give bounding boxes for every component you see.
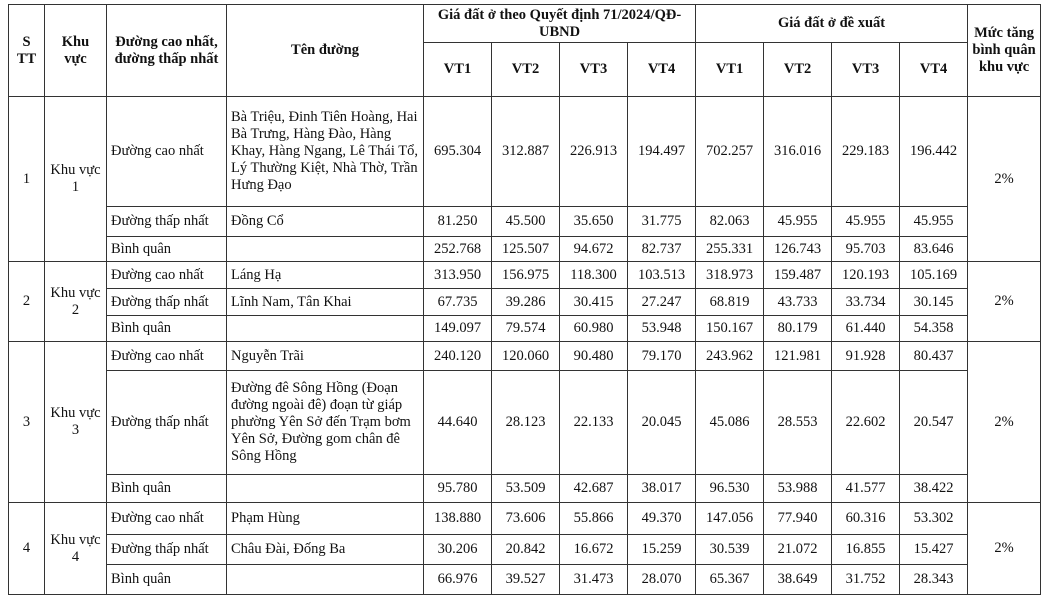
price-dx-cell: 30.539 xyxy=(696,535,764,565)
price-dx-cell: 80.437 xyxy=(900,342,968,371)
price-dx-cell: 255.331 xyxy=(696,237,764,262)
price-qd-cell: 28.070 xyxy=(628,565,696,595)
price-dx-cell: 30.145 xyxy=(900,289,968,316)
road-type-cell: Đường thấp nhất xyxy=(107,535,227,565)
price-dx-cell: 28.553 xyxy=(764,371,832,475)
road-type-cell: Đường cao nhất xyxy=(107,342,227,371)
price-qd-cell: 15.259 xyxy=(628,535,696,565)
increase-rate-cell: 2% xyxy=(968,503,1041,595)
price-qd-cell: 240.120 xyxy=(424,342,492,371)
price-qd-cell: 60.980 xyxy=(560,316,628,342)
header-vt4-dx: VT4 xyxy=(900,43,968,97)
price-qd-cell: 95.780 xyxy=(424,475,492,503)
road-name-cell xyxy=(227,237,424,262)
increase-rate-cell: 2% xyxy=(968,97,1041,262)
header-duong: Đường cao nhất, đường thấp nhất xyxy=(107,5,227,97)
road-name-cell: Phạm Hùng xyxy=(227,503,424,535)
price-qd-cell: 138.880 xyxy=(424,503,492,535)
table-row xyxy=(9,342,1041,371)
price-qd-cell: 45.500 xyxy=(492,207,560,237)
road-type-cell: Đường thấp nhất xyxy=(107,207,227,237)
road-name-cell xyxy=(227,316,424,342)
price-qd-cell: 82.737 xyxy=(628,237,696,262)
price-qd-cell: 120.060 xyxy=(492,342,560,371)
khu-vuc-cell: Khu vực 4 xyxy=(45,503,107,595)
price-dx-cell: 83.646 xyxy=(900,237,968,262)
road-name-cell: Lĩnh Nam, Tân Khai xyxy=(227,289,424,316)
price-qd-cell: 22.133 xyxy=(560,371,628,475)
road-type-cell: Bình quân xyxy=(107,237,227,262)
road-name-cell: Đường đê Sông Hồng (Đoạn đường ngoài đê) đoạn từ giáp phường Yên Sở đến Trạm bơm Yên Sở, Đường gom chân đê Sông Hồng xyxy=(227,371,424,475)
header-vt1-qd: VT1 xyxy=(424,43,492,97)
khu-vuc-cell: Khu vực 2 xyxy=(45,262,107,342)
road-name-cell xyxy=(227,475,424,503)
price-dx-cell: 38.422 xyxy=(900,475,968,503)
price-qd-cell: 252.768 xyxy=(424,237,492,262)
price-qd-cell: 695.304 xyxy=(424,97,492,207)
increase-rate-cell: 2% xyxy=(968,262,1041,342)
price-dx-cell: 243.962 xyxy=(696,342,764,371)
road-type-cell: Đường thấp nhất xyxy=(107,371,227,475)
land-price-table xyxy=(8,4,1041,595)
price-qd-cell: 27.247 xyxy=(628,289,696,316)
price-qd-cell: 67.735 xyxy=(424,289,492,316)
price-dx-cell: 316.016 xyxy=(764,97,832,207)
price-dx-cell: 45.086 xyxy=(696,371,764,475)
price-qd-cell: 35.650 xyxy=(560,207,628,237)
price-qd-cell: 42.687 xyxy=(560,475,628,503)
price-dx-cell: 68.819 xyxy=(696,289,764,316)
road-type-cell: Đường cao nhất xyxy=(107,97,227,207)
table-row xyxy=(9,371,1041,475)
table-row xyxy=(9,237,1041,262)
price-qd-cell: 20.842 xyxy=(492,535,560,565)
price-qd-cell: 39.286 xyxy=(492,289,560,316)
price-qd-cell: 53.509 xyxy=(492,475,560,503)
price-dx-cell: 53.302 xyxy=(900,503,968,535)
price-qd-cell: 20.045 xyxy=(628,371,696,475)
price-dx-cell: 16.855 xyxy=(832,535,900,565)
price-qd-cell: 30.206 xyxy=(424,535,492,565)
header-group-qd: Giá đất ở theo Quyết định 71/2024/QĐ-UBND xyxy=(424,5,696,43)
stt-cell: 3 xyxy=(9,342,45,503)
header-vt2-qd: VT2 xyxy=(492,43,560,97)
khu-vuc-cell: Khu vực 1 xyxy=(45,97,107,262)
price-qd-cell: 313.950 xyxy=(424,262,492,289)
price-qd-cell: 53.948 xyxy=(628,316,696,342)
price-dx-cell: 20.547 xyxy=(900,371,968,475)
header-group-dx: Giá đất ở đề xuất xyxy=(696,5,968,43)
road-type-cell: Đường cao nhất xyxy=(107,503,227,535)
price-dx-cell: 21.072 xyxy=(764,535,832,565)
header-ten-duong: Tên đường xyxy=(227,5,424,97)
header-muc-tang: Mức tăng bình quân khu vực xyxy=(968,5,1041,97)
price-dx-cell: 28.343 xyxy=(900,565,968,595)
increase-rate-cell: 2% xyxy=(968,342,1041,503)
price-qd-cell: 79.574 xyxy=(492,316,560,342)
stt-cell: 1 xyxy=(9,97,45,262)
road-type-cell: Bình quân xyxy=(107,475,227,503)
price-qd-cell: 31.473 xyxy=(560,565,628,595)
price-dx-cell: 196.442 xyxy=(900,97,968,207)
header-vt3-dx: VT3 xyxy=(832,43,900,97)
price-qd-cell: 30.415 xyxy=(560,289,628,316)
price-dx-cell: 41.577 xyxy=(832,475,900,503)
price-qd-cell: 90.480 xyxy=(560,342,628,371)
price-qd-cell: 44.640 xyxy=(424,371,492,475)
price-dx-cell: 31.752 xyxy=(832,565,900,595)
price-qd-cell: 194.497 xyxy=(628,97,696,207)
price-dx-cell: 43.733 xyxy=(764,289,832,316)
header-stt: S TT xyxy=(9,5,45,97)
road-name-cell: Đồng Cổ xyxy=(227,207,424,237)
price-qd-cell: 39.527 xyxy=(492,565,560,595)
table-row xyxy=(9,262,1041,289)
price-qd-cell: 55.866 xyxy=(560,503,628,535)
price-dx-cell: 22.602 xyxy=(832,371,900,475)
header-vt2-dx: VT2 xyxy=(764,43,832,97)
price-dx-cell: 121.981 xyxy=(764,342,832,371)
price-qd-cell: 16.672 xyxy=(560,535,628,565)
road-name-cell: Bà Triệu, Đinh Tiên Hoàng, Hai Bà Trưng, Hàng Đào, Hàng Khay, Hàng Ngang, Lê Thái Tổ, Lý Thường Kiệt, Nhà Thờ, Trần Hưng Đạo xyxy=(227,97,424,207)
price-dx-cell: 318.973 xyxy=(696,262,764,289)
road-type-cell: Bình quân xyxy=(107,316,227,342)
price-qd-cell: 66.976 xyxy=(424,565,492,595)
price-qd-cell: 31.775 xyxy=(628,207,696,237)
table-row xyxy=(9,316,1041,342)
price-dx-cell: 45.955 xyxy=(900,207,968,237)
table-row xyxy=(9,475,1041,503)
price-dx-cell: 33.734 xyxy=(832,289,900,316)
price-dx-cell: 54.358 xyxy=(900,316,968,342)
stt-cell: 4 xyxy=(9,503,45,595)
price-qd-cell: 79.170 xyxy=(628,342,696,371)
header-vt4-qd: VT4 xyxy=(628,43,696,97)
price-dx-cell: 77.940 xyxy=(764,503,832,535)
price-dx-cell: 91.928 xyxy=(832,342,900,371)
price-qd-cell: 49.370 xyxy=(628,503,696,535)
price-qd-cell: 149.097 xyxy=(424,316,492,342)
table-row xyxy=(9,565,1041,595)
price-dx-cell: 147.056 xyxy=(696,503,764,535)
price-qd-cell: 226.913 xyxy=(560,97,628,207)
price-dx-cell: 38.649 xyxy=(764,565,832,595)
price-dx-cell: 60.316 xyxy=(832,503,900,535)
stt-cell: 2 xyxy=(9,262,45,342)
price-dx-cell: 105.169 xyxy=(900,262,968,289)
price-qd-cell: 28.123 xyxy=(492,371,560,475)
price-qd-cell: 125.507 xyxy=(492,237,560,262)
price-dx-cell: 45.955 xyxy=(832,207,900,237)
price-qd-cell: 81.250 xyxy=(424,207,492,237)
table-row xyxy=(9,503,1041,535)
price-qd-cell: 156.975 xyxy=(492,262,560,289)
price-dx-cell: 126.743 xyxy=(764,237,832,262)
road-type-cell: Đường cao nhất xyxy=(107,262,227,289)
header-khu-vuc: Khu vực xyxy=(45,5,107,97)
table-row xyxy=(9,97,1041,207)
road-name-cell: Láng Hạ xyxy=(227,262,424,289)
road-type-cell: Đường thấp nhất xyxy=(107,289,227,316)
table-row xyxy=(9,207,1041,237)
price-qd-cell: 94.672 xyxy=(560,237,628,262)
price-dx-cell: 702.257 xyxy=(696,97,764,207)
price-qd-cell: 73.606 xyxy=(492,503,560,535)
price-dx-cell: 61.440 xyxy=(832,316,900,342)
price-dx-cell: 96.530 xyxy=(696,475,764,503)
price-qd-cell: 118.300 xyxy=(560,262,628,289)
road-name-cell xyxy=(227,565,424,595)
table-row xyxy=(9,289,1041,316)
price-dx-cell: 53.988 xyxy=(764,475,832,503)
price-dx-cell: 95.703 xyxy=(832,237,900,262)
price-dx-cell: 80.179 xyxy=(764,316,832,342)
header-vt1-dx: VT1 xyxy=(696,43,764,97)
header-vt3-qd: VT3 xyxy=(560,43,628,97)
price-qd-cell: 103.513 xyxy=(628,262,696,289)
khu-vuc-cell: Khu vực 3 xyxy=(45,342,107,503)
price-dx-cell: 45.955 xyxy=(764,207,832,237)
road-name-cell: Châu Đài, Đống Ba xyxy=(227,535,424,565)
price-dx-cell: 120.193 xyxy=(832,262,900,289)
price-dx-cell: 229.183 xyxy=(832,97,900,207)
table-row xyxy=(9,535,1041,565)
road-name-cell: Nguyễn Trãi xyxy=(227,342,424,371)
road-type-cell: Bình quân xyxy=(107,565,227,595)
price-dx-cell: 15.427 xyxy=(900,535,968,565)
price-dx-cell: 150.167 xyxy=(696,316,764,342)
price-dx-cell: 65.367 xyxy=(696,565,764,595)
price-qd-cell: 38.017 xyxy=(628,475,696,503)
price-dx-cell: 82.063 xyxy=(696,207,764,237)
price-dx-cell: 159.487 xyxy=(764,262,832,289)
price-qd-cell: 312.887 xyxy=(492,97,560,207)
